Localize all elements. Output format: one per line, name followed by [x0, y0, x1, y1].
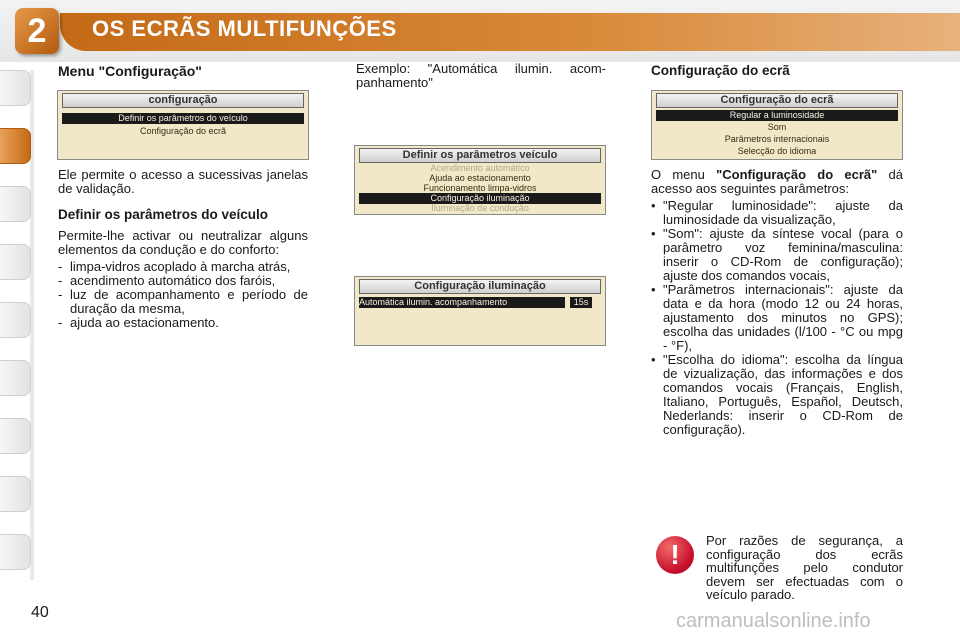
section-heading: Menu "Configuração": [58, 63, 202, 79]
list-item: - ajuda ao estacionamento.: [58, 316, 308, 330]
screen-configuration-menu: [57, 90, 309, 160]
example-text: Exemplo: "Automática ilumin. acom-panhamento": [356, 61, 606, 90]
screen-line-selected: Regular a luminosidade: [656, 110, 898, 121]
parameters-list: [651, 199, 903, 437]
screen-line: Iluminação de condução: [431, 203, 529, 213]
intro-text: Ele permite o acesso a sucessivas janelas de validação.: [58, 167, 308, 196]
chapter-tabs: [0, 70, 34, 580]
list-item: • "Regular luminosidade": ajuste da luminosidade da visualização,: [651, 199, 903, 227]
column-screen-configuration: [651, 62, 903, 78]
intro-pre: O menu: [651, 167, 717, 182]
screen-title: configuração: [62, 93, 304, 108]
screen-line: Parâmetros internacionais: [724, 134, 830, 144]
page-number: 40: [31, 604, 49, 621]
screen-line-selected: Automática ilumin. acompanhamento: [359, 297, 565, 308]
screen-line: Som: [767, 122, 787, 132]
watermark: carmanualsonline.info: [676, 610, 871, 632]
list-item: - acendimento automático dos faróis,: [58, 274, 308, 288]
list-item: • "Parâmetros internacionais": ajuste da data e da hora (modo 12 ou 24 horas, ajustamento dos minutos no GPS); escolha das unidades (l/100 - °C ou mpg - °F),: [651, 283, 903, 353]
list-item: • "Som": ajuste da síntese vocal (para o parâmetro voz feminina/masculina: inserir o CD-Rom de configuração); ajuste dos comandos vocais,: [651, 227, 903, 283]
screen-title: Configuração iluminação: [359, 279, 601, 294]
duration-value: 15s: [570, 297, 592, 308]
chapter-tab-1[interactable]: [0, 70, 31, 106]
column-configuration-menu: [58, 62, 308, 78]
page-title: OS ECRÃS MULTIFUNÇÕES: [92, 16, 397, 41]
screen-line: Selecção do idioma: [737, 146, 817, 156]
chapter-tab-9[interactable]: [0, 534, 31, 570]
screen-line-selected: Definir os parâmetros do veículo: [62, 113, 304, 124]
chapter-tab-3[interactable]: [0, 186, 31, 222]
column-3-body: [651, 168, 903, 437]
sub-text: Permite-lhe activar ou neutralizar alguns elementos da condução e do conforto:: [58, 228, 308, 257]
intro-bold: "Configuração do ecrã": [716, 167, 878, 182]
warning-text: Por razões de segurança, a configuração dos ecrãs multifunções pelo condutor devem ser efectuadas com o veículo parado.: [706, 533, 903, 602]
screen-line-selected: Configuração iluminação: [359, 193, 601, 204]
column-1-body: [58, 168, 308, 330]
screen-title: Configuração do ecrã: [656, 93, 898, 108]
screen-vehicle-parameters: [354, 145, 606, 215]
list-item: - limpa-vidros acoplado à marcha atrás,: [58, 260, 308, 274]
sub-heading: Definir os parâmetros do veículo: [58, 207, 269, 222]
screen-line: Funcionamento limpa-vidros: [423, 183, 537, 193]
chapter-tab-4[interactable]: [0, 244, 31, 280]
screen-line: Configuração do ecrã: [139, 126, 227, 136]
screen-display-configuration: [651, 90, 903, 160]
chapter-tab-6[interactable]: [0, 360, 31, 396]
chapter-tab-8[interactable]: [0, 476, 31, 512]
screen-line: Ajuda ao estacionamento: [429, 173, 531, 183]
screen-title: Definir os parâmetros veículo: [359, 148, 601, 163]
exclamation-icon: !: [656, 536, 694, 574]
section-heading: Configuração do ecrã: [651, 63, 790, 78]
chapter-tab-5[interactable]: [0, 302, 31, 338]
options-list: [58, 260, 308, 330]
intro-text: [651, 168, 903, 196]
chapter-tab-7[interactable]: [0, 418, 31, 454]
chapter-badge: 2: [15, 8, 59, 54]
column-example: [356, 62, 606, 90]
list-item: • "Escolha do idioma": escolha da língua de vizualização, das informações e dos comandos vocais (Français, English, Italiano, Português, Español, Deutsch, Nederlands: inserir o CD-Rom de configuração).: [651, 353, 903, 437]
intro-post: dá acesso aos seguintes parâmetros:: [651, 167, 903, 196]
chapter-tab-2[interactable]: [0, 128, 31, 164]
screen-lighting-configuration: [354, 276, 606, 346]
screen-line: Acendimento automático: [430, 163, 530, 173]
list-item: - luz de acompanhamento e período de duração da mesma,: [58, 288, 308, 316]
